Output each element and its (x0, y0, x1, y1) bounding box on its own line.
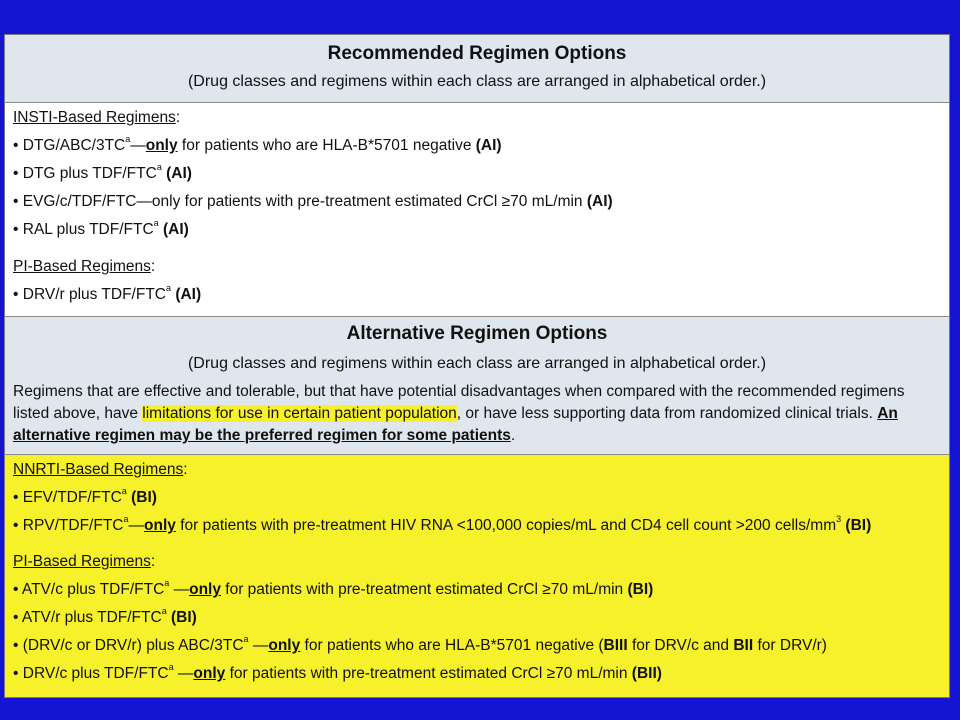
list-item: • EFV/TDF/FTC$^a$ (BI) (13, 486, 157, 506)
recommended-header (5, 35, 949, 103)
list-item: • DTG/$ABC/3TC^a—only$ for patients who are HLA-B*5701 negative (AI) (13, 134, 502, 154)
insti-heading-line: INSTI-Based Regimens: (13, 109, 181, 126)
insti-heading: INSTI-Based Regimens (13, 109, 176, 126)
list-item: • DRV/r plus TDF/FTC$^a$ (AI) (13, 283, 202, 303)
list-item: • DTG plus TDF/FTC$^a$ (AI) (13, 162, 192, 182)
list-item: • DRV/c plus TDF/FTC$^a$ —only for patients with pre-treatment estimated CrCl ≥70 mL/min (BII) (13, 662, 662, 682)
list-item: • (DRV/c or DRV/r) plus ABC/$3TC^a$ —only for patients who are HLA-B*5701 negative (BIII for DRV/c and BII for DRV/r) (13, 634, 827, 654)
emphasis-phrase: An alternative regimen may be the preferred regimen for some patients (13, 405, 898, 444)
pi-heading-line: PI-Based Regimens: (13, 258, 156, 275)
alt-pi-heading: PI-Based Regimens (13, 553, 151, 570)
recommended-title: Recommended Regimen Options (327, 43, 627, 64)
list-item: • RAL plus TDF/FTC$^a$ (AI) (13, 218, 189, 238)
nnrti-heading-line: NNRTI-Based Regimens: (13, 461, 188, 478)
recommended-subtitle: (Drug classes and regimens within each class are arranged in alphabetical order.) (187, 73, 767, 90)
pi-heading-line: PI-Based Regimens: (13, 553, 156, 570)
regimen-table (4, 34, 950, 698)
list-item: • ATV/c plus TDF/FTC$^a$ —only for patients with pre-treatment estimated CrCl ≥70 mL/min (BI) (13, 578, 654, 598)
list-item: • EVG/c/TDF/FTC—only for patients with pre-treatment estimated CrCl ≥70 mL/min (AI) (13, 193, 613, 210)
alternative-subtitle: (Drug classes and regimens within each class are arranged in alphabetical order.) (187, 355, 767, 372)
pi-heading: PI-Based Regimens (13, 258, 151, 275)
alternative-body (5, 455, 949, 697)
list-item: • RPV/TDF/FTC$^a$—only for patients with pre-treatment HIV RNA <100,000 copies/mL and CD4 cell count >200 cells/$mm^3$ (BI) (13, 514, 872, 534)
alternative-description: Regimens that are effective and tolerable, but that have potential disadvantages when compared with the recommended regimens listed above, have limitations for use in certain patient population, or have less supporting data from randomized clinical trials. An alternative regimen may be the preferred regimen for some patients. (13, 383, 905, 444)
nnrti-heading: NNRTI-Based Regimens (13, 461, 184, 478)
recommended-body (5, 103, 949, 317)
alternative-title: Alternative Regimen Options (346, 323, 608, 344)
highlighted-phrase: limitations for use in certain patient population (142, 405, 457, 422)
alternative-header (5, 317, 949, 455)
list-item: • ATV/r plus TDF/FTC$^a$ (BI) (13, 606, 197, 626)
